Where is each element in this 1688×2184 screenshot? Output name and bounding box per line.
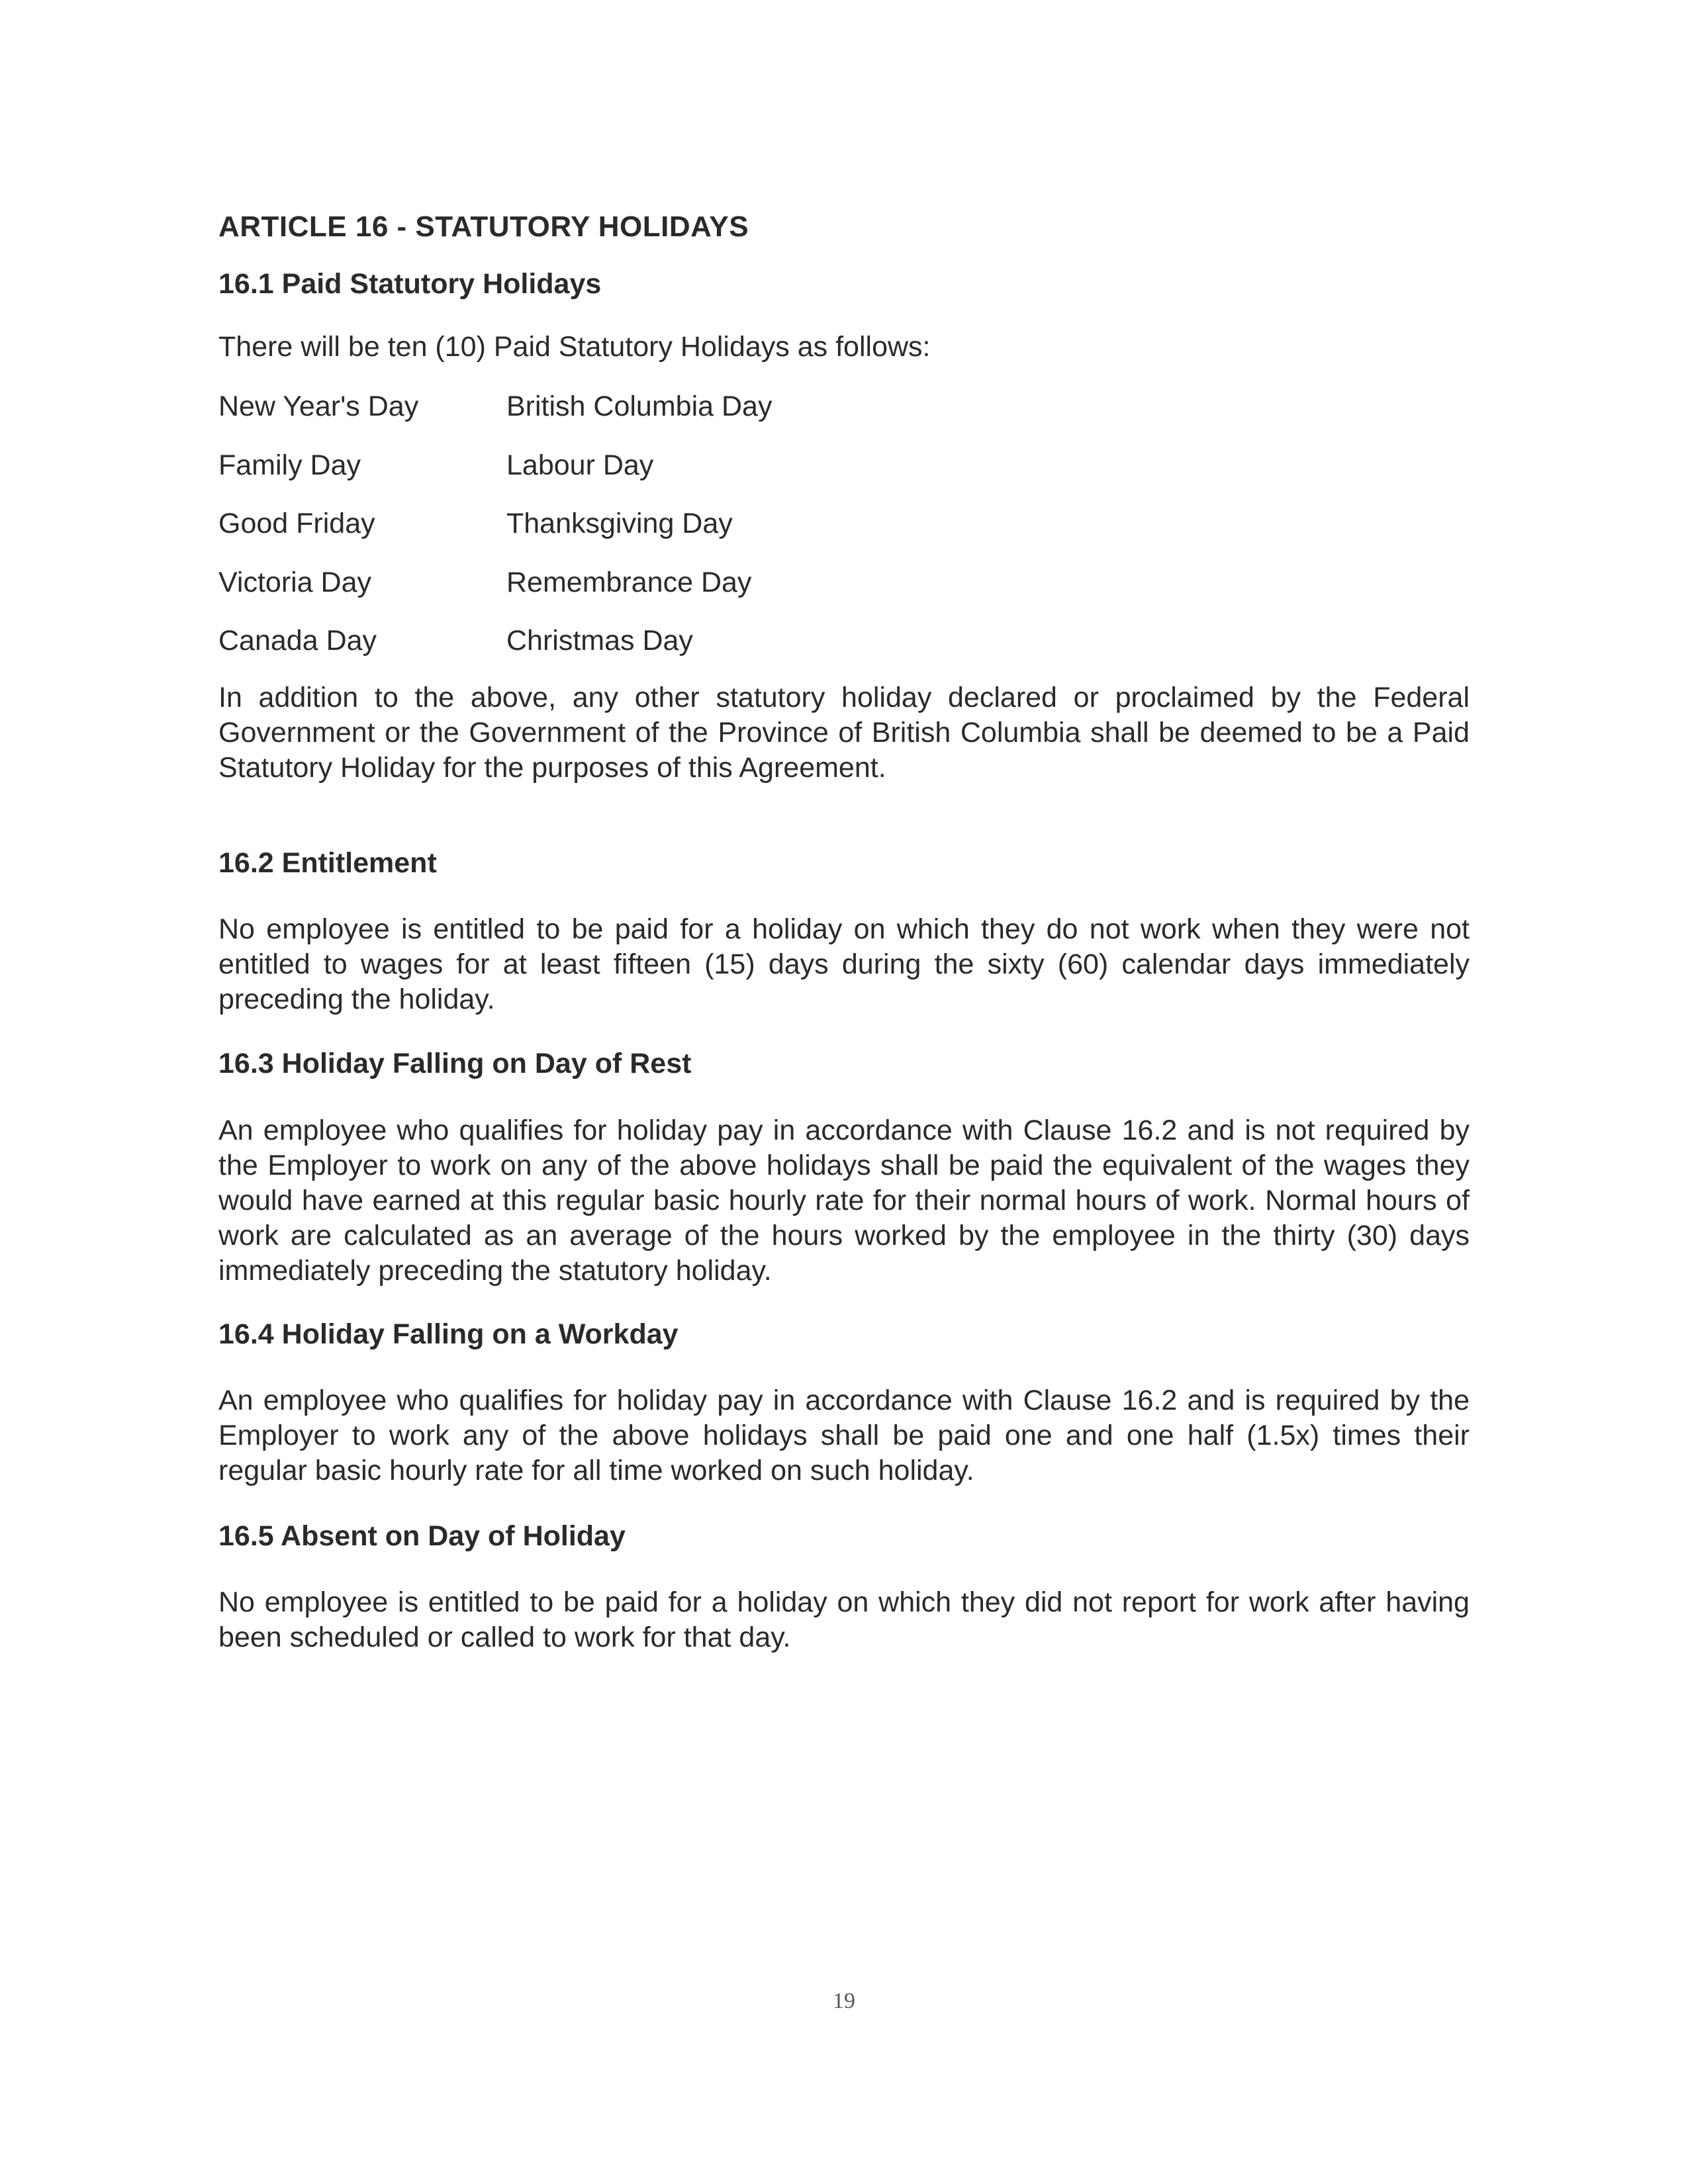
holiday-list: [218, 390, 1013, 684]
holiday-row: [218, 390, 1013, 449]
holiday-item: British Columbia Day: [506, 390, 773, 422]
section-16-1-text: In addition to the above, any other statutory holiday declared or proclaimed by the Federal Government or the Government of the Province of British Columbia shall be deemed to be a Paid Statutory Holiday for the purposes of this Agreement.: [218, 682, 1470, 784]
section-heading-16-1: 16.1 Paid Statutory Holidays: [218, 268, 602, 300]
section-16-4-text: An employee who qualifies for holiday pay in accordance with Clause 16.2 and is required by the Employer to work any of the above holidays shall be paid one and one half (1.5x) times their regular basic hourly rate for all time worked on such holiday.: [218, 1385, 1470, 1486]
holiday-item: Canada Day: [218, 625, 377, 657]
holiday-item: Victoria Day: [218, 566, 372, 598]
holiday-row: [218, 567, 1013, 625]
holiday-item: Family Day: [218, 449, 361, 481]
holiday-item: Remembrance Day: [506, 566, 752, 598]
holiday-item: Good Friday: [218, 508, 375, 539]
holidays-intro: There will be ten (10) Paid Statutory Holidays as follows:: [218, 331, 931, 363]
page-number: 19: [833, 1989, 855, 2013]
article-title: ARTICLE 16 - STATUTORY HOLIDAYS: [218, 210, 749, 243]
holiday-row: [218, 449, 1013, 508]
section-heading-16-5: 16.5 Absent on Day of Holiday: [218, 1520, 626, 1552]
section-16-2-text: No employee is entitled to be paid for a holiday on which they do not work when they were not entitled to wages for at least fifteen (15) days during the sixty (60) calendar days immediately preceding the holiday.: [218, 913, 1470, 1015]
section-heading-16-4: 16.4 Holiday Falling on a Workday: [218, 1318, 679, 1350]
section-16-3-text: An employee who qualifies for holiday pay in accordance with Clause 16.2 and is not required by the Employer to work on any of the above holidays shall be paid the equivalent of the wages they would have earned at this regular basic hourly rate for their normal hours of work. Normal hours of work are calculated as an average of the hours worked by the employee in the thirty (30) days immediately preceding the statutory holiday.: [218, 1115, 1470, 1287]
holiday-item: New Year's Day: [218, 390, 419, 422]
section-heading-16-2: 16.2 Entitlement: [218, 847, 437, 879]
holiday-item: Labour Day: [506, 449, 654, 481]
holiday-row: [218, 625, 1013, 684]
holiday-item: Christmas Day: [506, 625, 693, 657]
holiday-row: [218, 508, 1013, 567]
section-16-5-text: No employee is entitled to be paid for a holiday on which they did not report for work after having been scheduled or called to work for that day.: [218, 1586, 1470, 1653]
holiday-item: Thanksgiving Day: [506, 508, 733, 539]
section-heading-16-3: 16.3 Holiday Falling on Day of Rest: [218, 1048, 692, 1079]
